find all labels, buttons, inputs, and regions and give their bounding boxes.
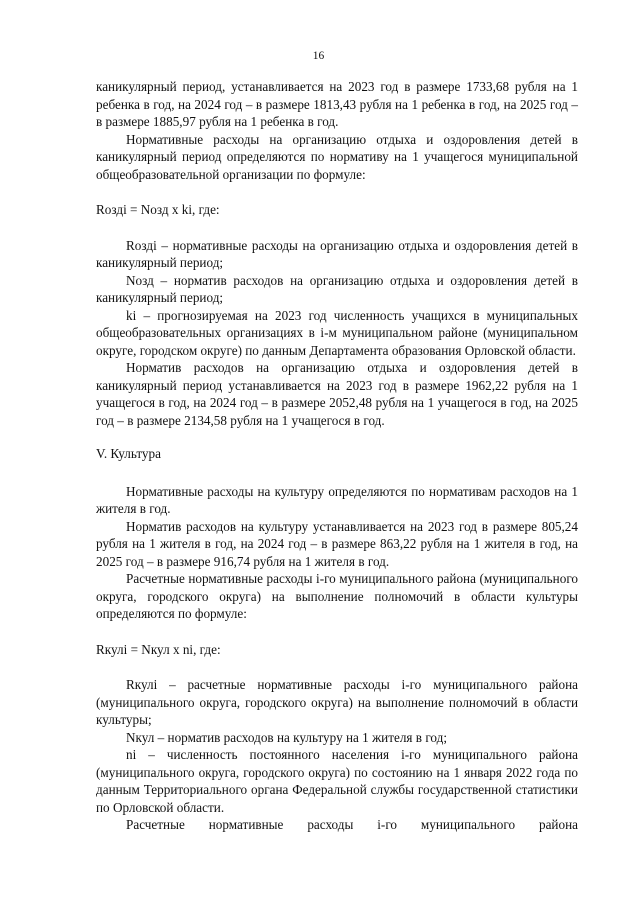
paragraph: Расчетные нормативные расходы i-го муниципального района (муниципального округа, городского округа) на выполнение полномочий в области культуры определяются по формуле:	[96, 571, 578, 621]
paragraph: Норматив расходов на организацию отдыха и оздоровления детей в каникулярный период устанавливается на 2023 год в размере 1962,22 рубля на 1 учащегося в год, на 2024 год – в размере 2052,48 рубля на 1 учащегося в год, на 2025 год – в размере 2134,58 рубля на 1 учащегося в год.	[96, 360, 578, 428]
section-heading: V. Культура	[96, 446, 161, 461]
formula: Rоздi = Nозд x ki, где:	[96, 202, 220, 217]
paragraph: Норматив расходов на культуру устанавливается на 2023 год в размере 805,24 рубля на 1 жителя в год, на 2024 год – в размере 863,22 рубля на 1 жителя в год, на 2025 год – в размере 916,74 рубля на 1 жителя в год.	[96, 518, 578, 569]
paragraph: Нормативные расходы на культуру определяются по нормативам расходов на 1 жителя в год.	[96, 483, 578, 516]
document-body	[96, 78, 578, 834]
paragraph: Nозд – норматив расходов на организацию отдыха и оздоровления детей в каникулярный период;	[96, 272, 578, 305]
paragraph: Nкул – норматив расходов на культуру на 1 жителя в год;	[126, 729, 447, 745]
paragraph: Расчетные нормативные расходы i-го муниципального района	[126, 817, 578, 832]
paragraph: каникулярный период, устанавливается на 2023 год в размере 1733,68 рубля на 1 ребенка в год, на 2024 год – в размере 1813,43 рубля на 1 ребенка в год, на 2025 год – в размере 1885,97 рубля на 1 ребенка в год.	[96, 79, 578, 129]
paragraph: ni – численность постоянного населения i-го муниципального района (муниципального округа, городского округа) по состоянию на 1 января 2022 года по данным Территориального органа Федеральной службы государственной статистики по Орловской области.	[96, 747, 578, 815]
paragraph: Нормативные расходы на организацию отдыха и оздоровления детей в каникулярный период определяются по нормативу на 1 учащегося муниципальной общеобразовательной организации по формуле:	[96, 131, 578, 182]
paragraph: Rкулi – расчетные нормативные расходы i-го муниципального района (муниципального округа, городского округа) на выполнение полномочий в области культуры;	[96, 677, 578, 727]
paragraph: Rоздi – нормативные расходы на организацию отдыха и оздоровления детей в каникулярный период;	[96, 237, 578, 270]
formula: Rкулi = Nкул x ni, где:	[96, 641, 221, 657]
page-number: 16	[312, 50, 325, 62]
paragraph: ki – прогнозируемая на 2023 год численность учащихся в муниципальных общеобразовательных организациях в i-м муниципальном районе (муниципальном округе, городском округе) по данным Департамента образования Орловской области.	[96, 307, 578, 358]
